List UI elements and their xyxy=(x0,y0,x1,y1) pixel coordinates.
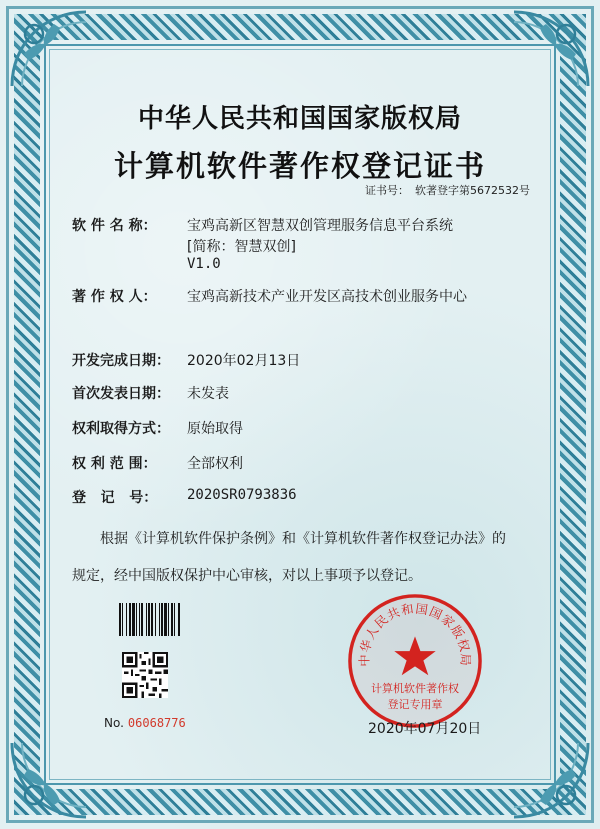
copyright-owner-label: 著 作 权 人： xyxy=(72,289,157,305)
software-short-name: [简称：智慧双创] xyxy=(187,239,296,255)
seal-text-line-2: 登记专用章 xyxy=(387,698,443,711)
issue-date: 2020年07月20日 xyxy=(368,721,482,737)
qr-code xyxy=(122,652,168,698)
corner-ornament-icon xyxy=(4,4,94,94)
software-version: V1.0 xyxy=(187,256,221,272)
registration-number-value: 2020SR0793836 xyxy=(187,487,297,503)
seal-text-line-1: 计算机软件著作权 xyxy=(371,682,459,695)
statement-line-2: 规定，经中国版权保护中心审核，对以上事项予以登记。 xyxy=(72,568,422,584)
acquisition-method-label: 权利取得方式： xyxy=(72,421,170,437)
serial-number-value: 06068776 xyxy=(127,716,186,730)
completion-date-label: 开发完成日期： xyxy=(72,353,170,369)
registration-number-label: 登 记 号： xyxy=(72,490,158,506)
software-name-label: 软 件 名 称： xyxy=(72,218,157,234)
certificate-number-label: 证书号： xyxy=(365,184,409,197)
serial-number xyxy=(104,716,186,730)
first-publication-value: 未发表 xyxy=(187,386,229,402)
certificate-number xyxy=(365,182,530,198)
seal-ring-text: 中华人民共和国国家版权局 xyxy=(357,601,473,667)
acquisition-method-value: 原始取得 xyxy=(187,421,243,437)
rights-scope-value: 全部权利 xyxy=(187,456,243,472)
corner-ornament-icon xyxy=(4,735,94,825)
issuing-authority: 中华人民共和国国家版权局 xyxy=(137,104,462,134)
rights-scope-label: 权 利 范 围： xyxy=(72,456,157,472)
serial-prefix: No. xyxy=(104,716,124,730)
completion-date-value: 2020年02月13日 xyxy=(187,353,301,369)
certificate-number-value: 软著登字第5672532号 xyxy=(415,184,530,197)
corner-ornament-icon xyxy=(506,4,596,94)
certificate-title: 计算机软件著作权登记证书 xyxy=(113,149,486,183)
software-name-value: 宝鸡高新区智慧双创管理服务信息平台系统 xyxy=(187,218,453,234)
first-publication-label: 首次发表日期： xyxy=(72,386,170,402)
corner-ornament-icon xyxy=(506,735,596,825)
copyright-owner-value: 宝鸡高新技术产业开发区高技术创业服务中心 xyxy=(187,289,467,305)
statement-line-1: 根据《计算机软件保护条例》和《计算机软件著作权登记办法》的 xyxy=(100,531,506,547)
barcode xyxy=(119,603,199,636)
